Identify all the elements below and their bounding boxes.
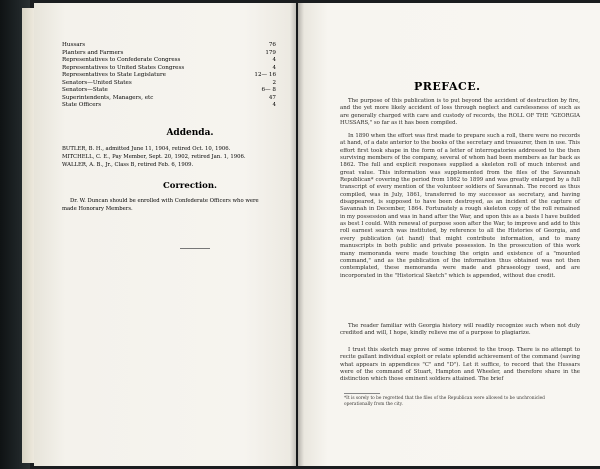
correction-line: Dr. W. Duncan should be enrolled with Confederate Officers who were	[70, 198, 259, 204]
correction-line: made Honorary Members.	[62, 206, 133, 212]
book-gutter	[290, 3, 304, 466]
index-entry: Superintendents, Managers, etc 47	[62, 94, 276, 101]
preface-title: PREFACE.	[414, 80, 481, 93]
index-entry: Senators—United States 2	[62, 79, 276, 86]
index-entry: Planters and Farmers 179	[62, 49, 276, 56]
addenda-line: MITCHELL, C. E., Pay Member, Sept. 20, 1902, retired Jan. 1, 1906.	[62, 154, 246, 160]
index-entry: State Officers 4	[62, 102, 276, 108]
section-divider	[180, 248, 210, 249]
preface-paragraph: I trust this sketch may prove of some interest to the troop. There is no attempt to recite gallant individual exploit or relate splendid achievement of the command (saving what appears in appendices "C" and "D"). Let it suffice, to record that the Hussars were of the command of Stuart, Hampton and Wheeler, and therefore share in the distinction which those eminent soldiers attained. The brief	[340, 347, 580, 383]
correction-heading: Correction.	[163, 181, 217, 191]
addenda-line: WALLER, A. B., Jr., Class B, retired Feb. 6, 1909.	[62, 162, 194, 168]
index-entry: Representatives to State Legislature 12— 16	[62, 72, 276, 78]
footnote-divider	[344, 393, 380, 394]
preface-paragraph: The reader familiar with Georgia history will readily recognize such when not duly credited and will, I hope, kindly relieve me of a purpose to plagiarize.	[340, 323, 580, 337]
preface-paragraph: The purpose of this publication is to put beyond the accident of destruction by fire, and the yet more likely accident of loss through neglect and carelessness of such as are generally charged with care and custody of records, the ROLL OF THE "GEORGIA HUSSARS," so far as it has been compiled.	[340, 98, 580, 127]
footnote: *It is sorely to be regretted that the files of the Republican were allowed to be unchronicled operationally from the city.	[344, 396, 545, 407]
preface-paragraph: In 1890 when the effort was first made to prepare such a roll, there were no records at hand, of a date anterior to the books of the secretary and treasurer, then in use. This effort first took shape in the form of a letter of interrogatories addressed to the then surviving members of the company, several of whom had been members as far back as 1862. The full and explicit responses supplied a skeleton roll of much interest and great value. This information was supplemented from the files of the Savannah Republican* covering the period from 1862 to 1899 and was greatly enlarged by a full transcript of every mention of the volunteer soldiers of Savannah. The record as thus compiled, was in July, 1861, transferred to my successor as secretary, and having disappeared, is supposed to have been destroyed, as an incident of the capture of Savannah in December, 1864. Fortunately a rough skeleton copy of the roll remained in my possession and was in hand after the War, and upon this as a basis I have builded as best I could. With renewal of purpose soon after the War, to improve and add to this roll earnest search was instituted, by reference to all the Histories of Georgia, and every publication (at hand) that might contribute information, and to many manuscripts in both public and private possession. In the prosecution of this work many memoranda were made touching the origin and existence of a "mounted command," and as the publication of the information thus obtained was not then contemplated, these memoranda were made and phraseology used, and are incorporated in the "Historical Sketch" which is appended, without due credit.	[340, 133, 580, 279]
addenda-line: BUTLER, B. H., admitted June 11, 1904, retired Oct. 10, 1906.	[62, 146, 231, 152]
index-entry: Hussars 76	[62, 42, 276, 48]
index-entry: Representatives to Confederate Congress 4	[62, 57, 276, 63]
index-entry: Representatives to United States Congress 4	[62, 64, 276, 71]
index-entry: Senators—State 6— 8	[62, 87, 276, 93]
addenda-heading: Addenda.	[166, 128, 214, 138]
